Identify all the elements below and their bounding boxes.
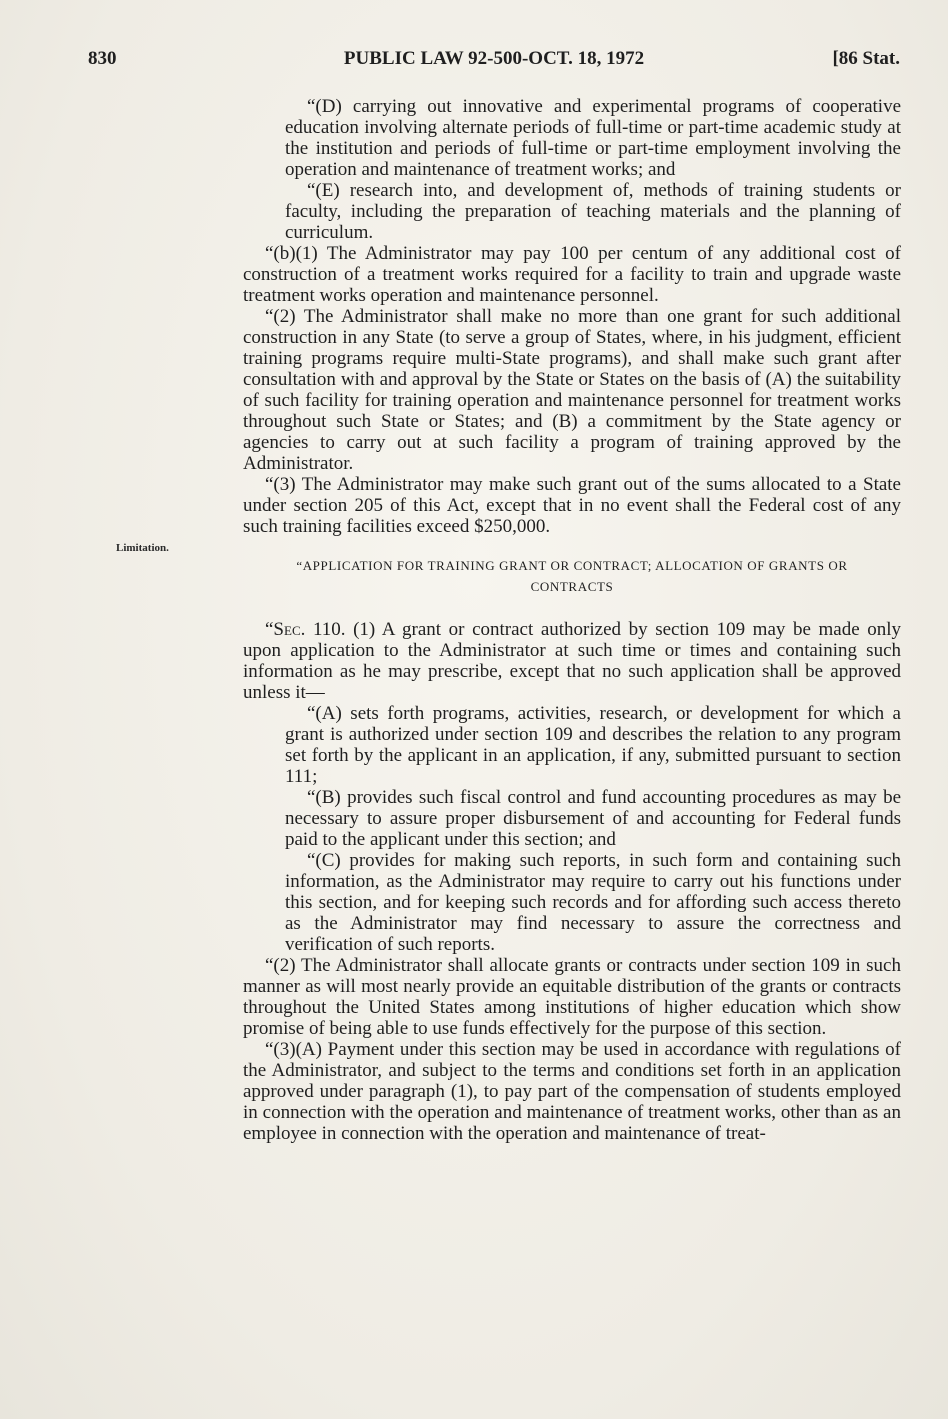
paragraph-e: “(E) research into, and development of, methods of training students or faculty, including the preparation of teaching materials and the planning of curriculum. <box>285 180 901 243</box>
section-110-text: 110. (1) A grant or contract authorized by section 109 may be made only upon application to the Administrator at such time or times and containing such information as he may prescribe, except that no such application shall be approved unless it— <box>243 619 902 703</box>
page-number: 830 <box>88 48 117 69</box>
page-title: PUBLIC LAW 92-500-OCT. 18, 1972 <box>343 48 645 69</box>
statute-reference: [86 Stat. <box>832 48 900 69</box>
section-110-paragraph-2: “(2) The Administrator shall allocate grants or contracts under section 109 in such manner as will most nearly provide an equitable distribution of the grants or contracts throughout the United States among institutions of higher education which show promise of being able to use funds effectively for the purpose of this section. <box>243 955 901 1039</box>
paragraph-d: “(D) carrying out innovative and experimental programs of cooperative education involving alternate periods of full-time or part-time academic study at the institution and periods of full-time or part-time employment involving the operation and maintenance of treatment works; and <box>285 96 901 180</box>
margin-note-limitation: Limitation. <box>116 542 169 554</box>
paragraph-b1: “(b)(1) The Administrator may pay 100 per centum of any additional cost of construction of a treatment works required for a facility to train and upgrade waste treatment works operation and maintenance personnel. <box>243 243 901 306</box>
section-heading: “APPLICATION FOR TRAINING GRANT OR CONTRACT; ALLOCATION OF GRANTS OR CONTRACTS <box>296 558 848 594</box>
paragraph-a: “(A) sets forth programs, activities, research, or development for which a grant is authorized under section 109 and describes the relation to any program set forth by the applicant in an application, if any, submitted pursuant to section 111; <box>285 703 901 787</box>
paragraph-b3: “(3) The Administrator may make such grant out of the sums allocated to a State under section 205 of this Act, except that in no event shall the Federal cost of any such training facilities exceed $250,000. <box>243 474 901 537</box>
section-110-paragraph-1 <box>243 619 901 703</box>
statute-body <box>243 96 901 1144</box>
running-header <box>88 48 900 78</box>
paragraph-b2: “(2) The Administrator shall make no more than one grant for such additional construction in any State (to serve a group of States, where, in his judgment, efficient training programs require multi-State programs), and shall make such grant after consultation with and approval by the State or States on the basis of (A) the suitability of such facility for training operation and maintenance personnel for treatment works throughout such State or States; and (B) a commitment by the State agency or agencies to carry out at such facility a program of training approved by the Administrator. <box>243 306 901 474</box>
paragraph-b: “(B) provides such fiscal control and fund accounting procedures as may be necessary to assure proper disbursement of and accounting for Federal funds paid to the applicant under this section; and <box>285 787 901 850</box>
section-label: “Sec. <box>265 619 306 640</box>
paragraph-c: “(C) provides for making such reports, in such form and containing such information, as the Administrator may require to carry out his functions under this section, and for keeping such records and for affording such access thereto as the Administrator may find necessary to assure the correctness and verification of such reports. <box>285 850 901 955</box>
section-110-paragraph-3: “(3)(A) Payment under this section may be used in accordance with regulations of the Administrator, and subject to the terms and conditions set forth in an application approved under paragraph (1), to pay part of the compensation of students employed in connection with the operation and maintenance of treatment works, other than as an employee in connection with the operation and maintenance of treat- <box>243 1039 901 1144</box>
